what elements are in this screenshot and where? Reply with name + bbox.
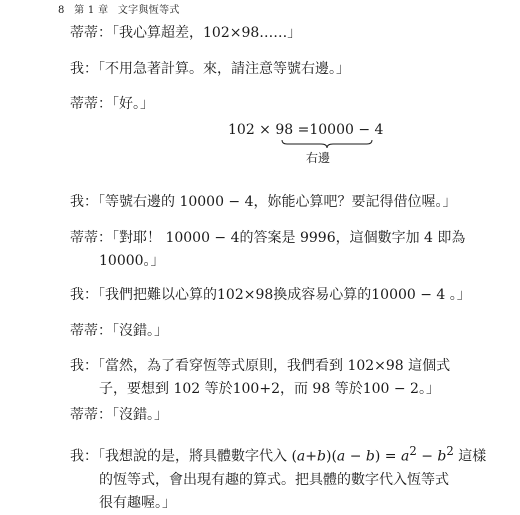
dialogue-text-cont: 10000。」 [99, 253, 165, 269]
math-var: b [437, 448, 447, 465]
underbrace-icon [281, 139, 373, 149]
dialogue-line-10 [70, 440, 487, 515]
speaker: 我： [70, 194, 98, 210]
dialogue-text: 「沒錯。」 [112, 323, 168, 339]
math-var: a [400, 448, 410, 465]
page-header [58, 5, 180, 17]
dialogue-line-7 [70, 320, 470, 343]
dialogue-line-8 [70, 355, 470, 401]
dialogue-line-6 [70, 284, 470, 307]
math-op: )( [325, 448, 337, 465]
equation-block [228, 121, 384, 165]
dialogue-text: 「我心算超差，102×98……」 [112, 25, 302, 41]
math-var: b [317, 448, 326, 465]
math-var: a [336, 448, 346, 465]
math-op: + [305, 448, 318, 465]
math-exponent: 2 [446, 444, 454, 458]
dialogue-text-cont: 很有趣喔。」 [99, 494, 176, 511]
speaker: 蒂蒂： [70, 25, 112, 41]
dialogue-text: 這樣 [453, 448, 487, 465]
dialogue-text-cont: 子，要想到 102 等於100+2，而 98 等於100 − 2。」 [99, 381, 440, 397]
speaker: 蒂蒂： [70, 407, 112, 423]
dialogue-text: 「我想說的是，將具體數字代入 ( [98, 448, 297, 465]
chapter-number: 第 1 章 [74, 5, 109, 16]
dialogue-line-2 [70, 58, 470, 81]
dialogue-text-cont: 的恆等式，會出現有趣的算式。把具體的數字代入恆等式 [99, 471, 449, 488]
chapter-title: 文字與恆等式 [117, 5, 180, 16]
speaker: 蒂蒂： [70, 323, 112, 339]
math-op: − [345, 448, 366, 465]
math-exponent: 2 [409, 444, 417, 458]
math-op: ) = [374, 448, 401, 465]
math-var: b [365, 448, 375, 465]
dialogue-text: 「我們把難以心算的102×98換成容易心算的10000 − 4 。」 [98, 287, 471, 303]
equation-left: 102 × 98 = [228, 122, 310, 138]
math-op: − [416, 448, 438, 465]
equation [228, 121, 383, 139]
math-var: a [296, 448, 306, 465]
equation-right: 10000 − 4 [309, 122, 384, 138]
dialogue-line-9 [70, 404, 470, 427]
speaker: 我： [70, 287, 98, 303]
dialogue-line-3 [70, 93, 470, 116]
dialogue-text: 「好。」 [112, 96, 154, 112]
speaker: 蒂蒂： [70, 230, 112, 246]
page-number: 8 [58, 5, 65, 16]
speaker: 我： [70, 358, 98, 374]
dialogue-line-1 [70, 22, 470, 45]
speaker: 我： [70, 61, 98, 77]
dialogue-text: 「沒錯。」 [112, 407, 168, 423]
dialogue-line-5 [70, 227, 470, 273]
dialogue-text: 「不用急著計算。來，請注意等號右邊。」 [98, 61, 350, 77]
dialogue-line-4 [70, 191, 470, 214]
dialogue-text: 「當然，為了看穿恆等式原則，我們看到 102×98 這個式 [98, 358, 451, 374]
dialogue-text: 「對耶！ 10000 − 4的答案是 9996，這個數字加 4 即為 [112, 230, 466, 246]
speaker: 蒂蒂： [70, 96, 112, 112]
dialogue-text: 「等號右邊的 10000 − 4，妳能心算吧？要記得借位喔。」 [98, 194, 457, 210]
speaker: 我： [70, 448, 98, 465]
brace-label: 右邊 [306, 151, 331, 165]
